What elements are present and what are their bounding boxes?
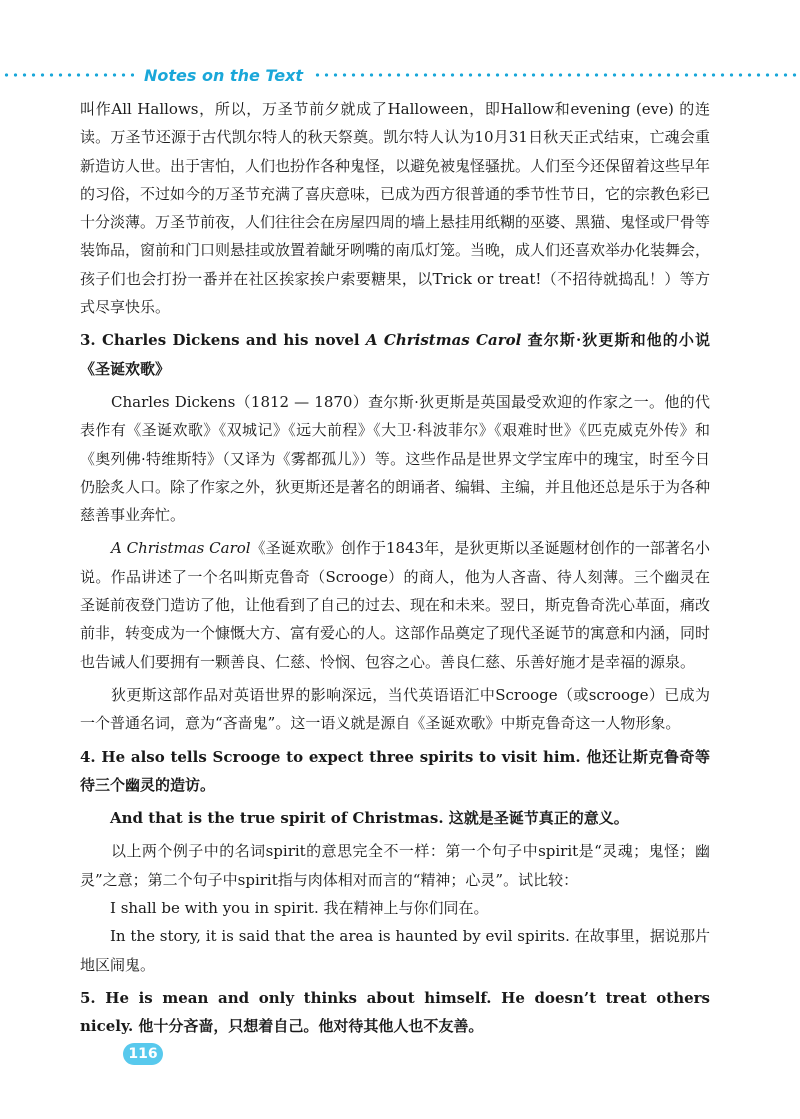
paragraph-halloween: 叫作All Hallows，所以，万圣节前夕就成了Halloween，即Hallow和evening (eve) 的连读。万圣节还源于古代凯尔特人的秋天祭奠。凯尔特人认为10月31日秋天正式结束，亡魂会重新造访人世。出于害怕，人们也扮作各种鬼怪，以避免被鬼怪骚扰。人们至今还保留着这些早年的习俗，不过如今的万圣节充满了喜庆意味，已成为西方很普通的季节性节日，它的宗教色彩已十分淡薄。万圣节前夜，人们往往会在房屋四周的墙上悬挂用纸糊的巫婆、黑猫、鬼怪或尸骨等装饰品，窗前和门口则悬挂或放置着龇牙咧嘴的南瓜灯笼。当晚，成人们还喜欢举办化装舞会，孩子们也会打扮一番并在社区挨家挨户索要糖果，以Trick or treat!（不招待就捣乱！）等方式尽享快乐。 [80,100,711,317]
header-dots-right [313,73,800,77]
example-sentence-2: In the story, it is said that the area is haunted by evil spirits. 在故事里，据说那片地区闹鬼。 [80,927,710,974]
page-number: 116 [123,1043,163,1065]
example-sentence-1: I shall be with you in spirit. 我在精神上与你们同在。 [110,899,489,918]
paragraph-spirit-meaning: 以上两个例子中的名词spirit的意思完全不一样：第一个句子中spirit是“灵魂；鬼怪；幽灵”之意；第二个句子中spirit指与肉体相对而言的“精神；心灵”。试比较： [80,842,710,889]
heading-note-4: 4. He also tells Scrooge to expect three spirits to visit him. 他还让斯克鲁奇等待三个幽灵的造访。 [80,747,710,794]
section-header [0,62,800,88]
paragraph-dickens: Charles Dickens（1812 — 1870）查尔斯·狄更斯是英国最受欢迎的作家之一。他的代表作有《圣诞欢歌》《双城记》《远大前程》《大卫·科波菲尔》《艰难时世》《匹克威克外传》和《奥列佛·特维斯特》（又译为《雾都孤儿》）等。这些作品是世界文学宝库中的瑰宝，时至今日仍脍炙人口。除了作家之外，狄更斯还是著名的朗诵者、编辑、主编，并且他还总是乐于为各种慈善事业奔忙。 [80,392,711,525]
heading-note-3: 3. Charles Dickens and his novel A Christmas Carol 查尔斯·狄更斯和他的小说《圣诞欢歌》 [80,331,710,378]
paragraph-scrooge-usage: 狄更斯这部作品对英语世界的影响深远，当代英语语汇中Scrooge（或scrooge）已成为一个普通名词，意为“吝啬鬼”。这一语义就是源自《圣诞欢歌》中斯克鲁奇这一人物形象。 [80,685,710,733]
section-title: Notes on the Text [144,65,304,85]
notes-content [80,95,710,1041]
heading-note-4-example: And that is the true spirit of Christmas. 这就是圣诞节真正的意义。 [110,809,629,828]
header-dots-left [2,73,134,77]
paragraph-christmas-carol: A Christmas Carol《圣诞欢歌》创作于1843年，是狄更斯以圣诞题材创作的一部著名小说。作品讲述了一个名叫斯克鲁奇（Scrooge）的商人，他为人吝啬、待人刻薄。三个幽灵在圣诞前夜登门造访了他，让他看到了自己的过去、现在和未来。翌日，斯克鲁奇洗心革面，痛改前非，转变成为一个慷慨大方、富有爱心的人。这部作品奠定了现代圣诞节的寓意和内涵，同时也告诫人们要拥有一颗善良、仁慈、怜悯、包容之心。善良仁慈、乐善好施才是幸福的源泉。 [80,539,711,671]
heading-note-5: 5. He is mean and only thinks about himself. He doesn’t treat others nicely. 他十分吝啬，只想着自己。他对待其他人也不友善。 [80,988,710,1036]
